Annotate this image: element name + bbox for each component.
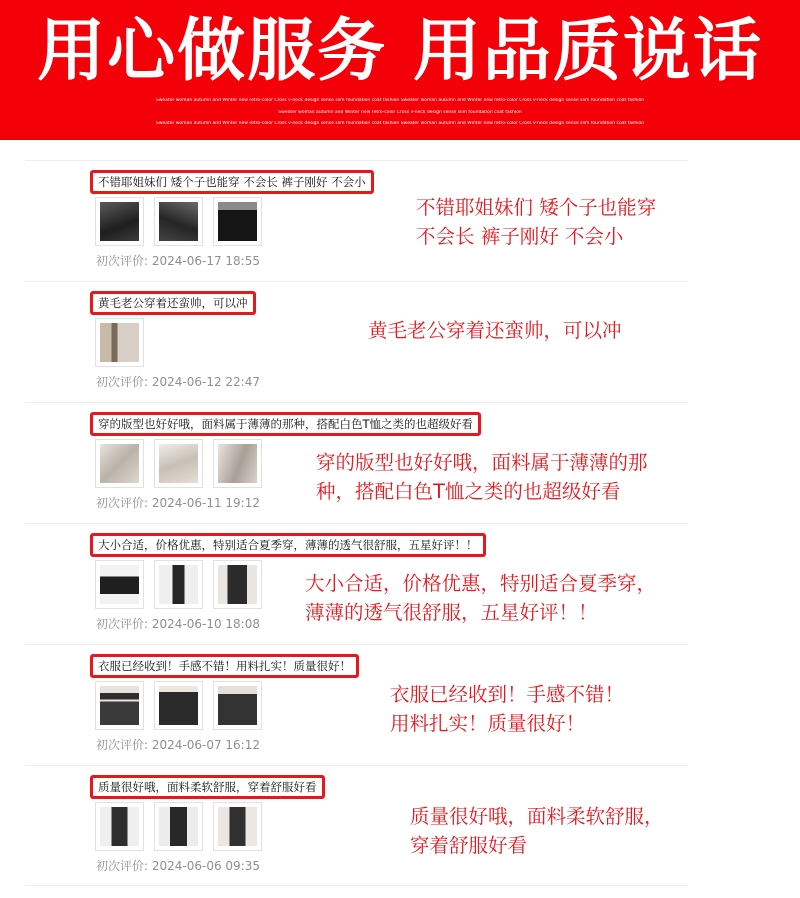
- review-comment: 黄毛老公穿着还蛮帅，可以冲: [90, 291, 256, 315]
- review-date: 初次评价: 2024-06-11 19:12: [96, 496, 260, 510]
- note-line: 衣服已经收到！手感不错！: [390, 683, 625, 706]
- review-comment: 衣服已经收到！手感不错！用料扎实！质量很好！: [90, 654, 359, 678]
- review-comment: 穿的版型也好好哦，面料属于薄薄的那种，搭配白色T恤之类的也超级好看: [90, 412, 481, 436]
- review-date: 初次评价: 2024-06-10 18:08: [96, 617, 260, 631]
- banner-title: 用心做服务 用品质说话: [37, 12, 763, 91]
- review-photo-thumbnail[interactable]: [95, 681, 144, 730]
- review-highlight-note: [390, 680, 624, 738]
- review-photo-thumbnail[interactable]: [213, 197, 262, 246]
- review-photo-thumbnail[interactable]: [154, 197, 203, 246]
- note-line: 不会长 裤子刚好 不会小: [416, 225, 624, 248]
- note-line: 薄薄的透气很舒服，五星好评！！: [305, 601, 598, 624]
- note-line: 不错耶姐妹们 矮个子也能穿: [416, 196, 657, 219]
- review-comment: 大小合适，价格优惠，特别适合夏季穿，薄薄的透气很舒服，五星好评！！: [90, 533, 486, 557]
- review-highlight-note: [316, 448, 648, 506]
- review-photo-thumbnail[interactable]: [213, 681, 262, 730]
- banner-subtitle-line: Sweater woman autumn and Winter new retro-color Cross v-neck design sense slim foundation coat fashion Sweater woman autumn and Winter new retro-color Cross v-neck design sense slim foundation coat fashion: [155, 121, 645, 126]
- review-highlight-note: [410, 802, 664, 860]
- review-date: 初次评价: 2024-06-12 22:47: [96, 375, 260, 389]
- review-photo-thumbnail[interactable]: [95, 439, 144, 488]
- review-photo-thumbnail[interactable]: [95, 560, 144, 609]
- review-comment: 不错耶姐妹们 矮个子也能穿 不会长 裤子刚好 不会小: [90, 170, 374, 194]
- banner-subtitle-line: Sweater woman autumn and Winter new retro-color Cross v-neck design sense slim foundation coat fashion Sweater woman autumn and Winter new retro-color Cross v-neck design sense slim foundation coat fashion: [155, 98, 645, 103]
- review-photo-thumbnail[interactable]: [95, 197, 144, 246]
- note-line: 质量很好哦，面料柔软舒服，: [410, 805, 664, 828]
- review-date: 初次评价: 2024-06-17 18:55: [96, 254, 260, 268]
- review-comment: 质量很好哦，面料柔软舒服，穿着舒服好看: [90, 775, 325, 799]
- review-photo-thumbnail[interactable]: [213, 802, 262, 851]
- note-line: 穿的版型也好好哦，面料属于薄薄的那: [316, 451, 648, 474]
- review-date: 初次评价: 2024-06-07 16:12: [96, 738, 260, 752]
- note-line: 穿着舒服好看: [410, 834, 528, 857]
- note-line: 大小合适，价格优惠，特别适合夏季穿，: [305, 572, 657, 595]
- banner-subtitle-line: Sweater woman autumn and Winter new retro-color Cross v-neck design sense slim foundation coat fashion: [278, 110, 522, 115]
- review-date: 初次评价: 2024-06-06 09:35: [96, 859, 260, 873]
- review-photo-thumbnail[interactable]: [213, 560, 262, 609]
- note-line: 种，搭配白色T恤之类的也超级好看: [316, 480, 621, 503]
- review-photo-thumbnail[interactable]: [95, 318, 144, 367]
- review-photo-thumbnail[interactable]: [154, 802, 203, 851]
- banner: [0, 0, 800, 140]
- review-photo-thumbnail[interactable]: [95, 802, 144, 851]
- note-line: 黄毛老公穿着还蛮帅，可以冲: [368, 319, 622, 342]
- review-highlight-note: [305, 569, 656, 627]
- review-photo-thumbnail[interactable]: [154, 560, 203, 609]
- review-photo-thumbnail[interactable]: [154, 439, 203, 488]
- review-highlight-note: [368, 316, 622, 345]
- review-photo-thumbnail[interactable]: [154, 681, 203, 730]
- review-photo-thumbnail[interactable]: [213, 439, 262, 488]
- note-line: 用料扎实！质量很好！: [390, 712, 586, 735]
- review-highlight-note: [416, 193, 656, 251]
